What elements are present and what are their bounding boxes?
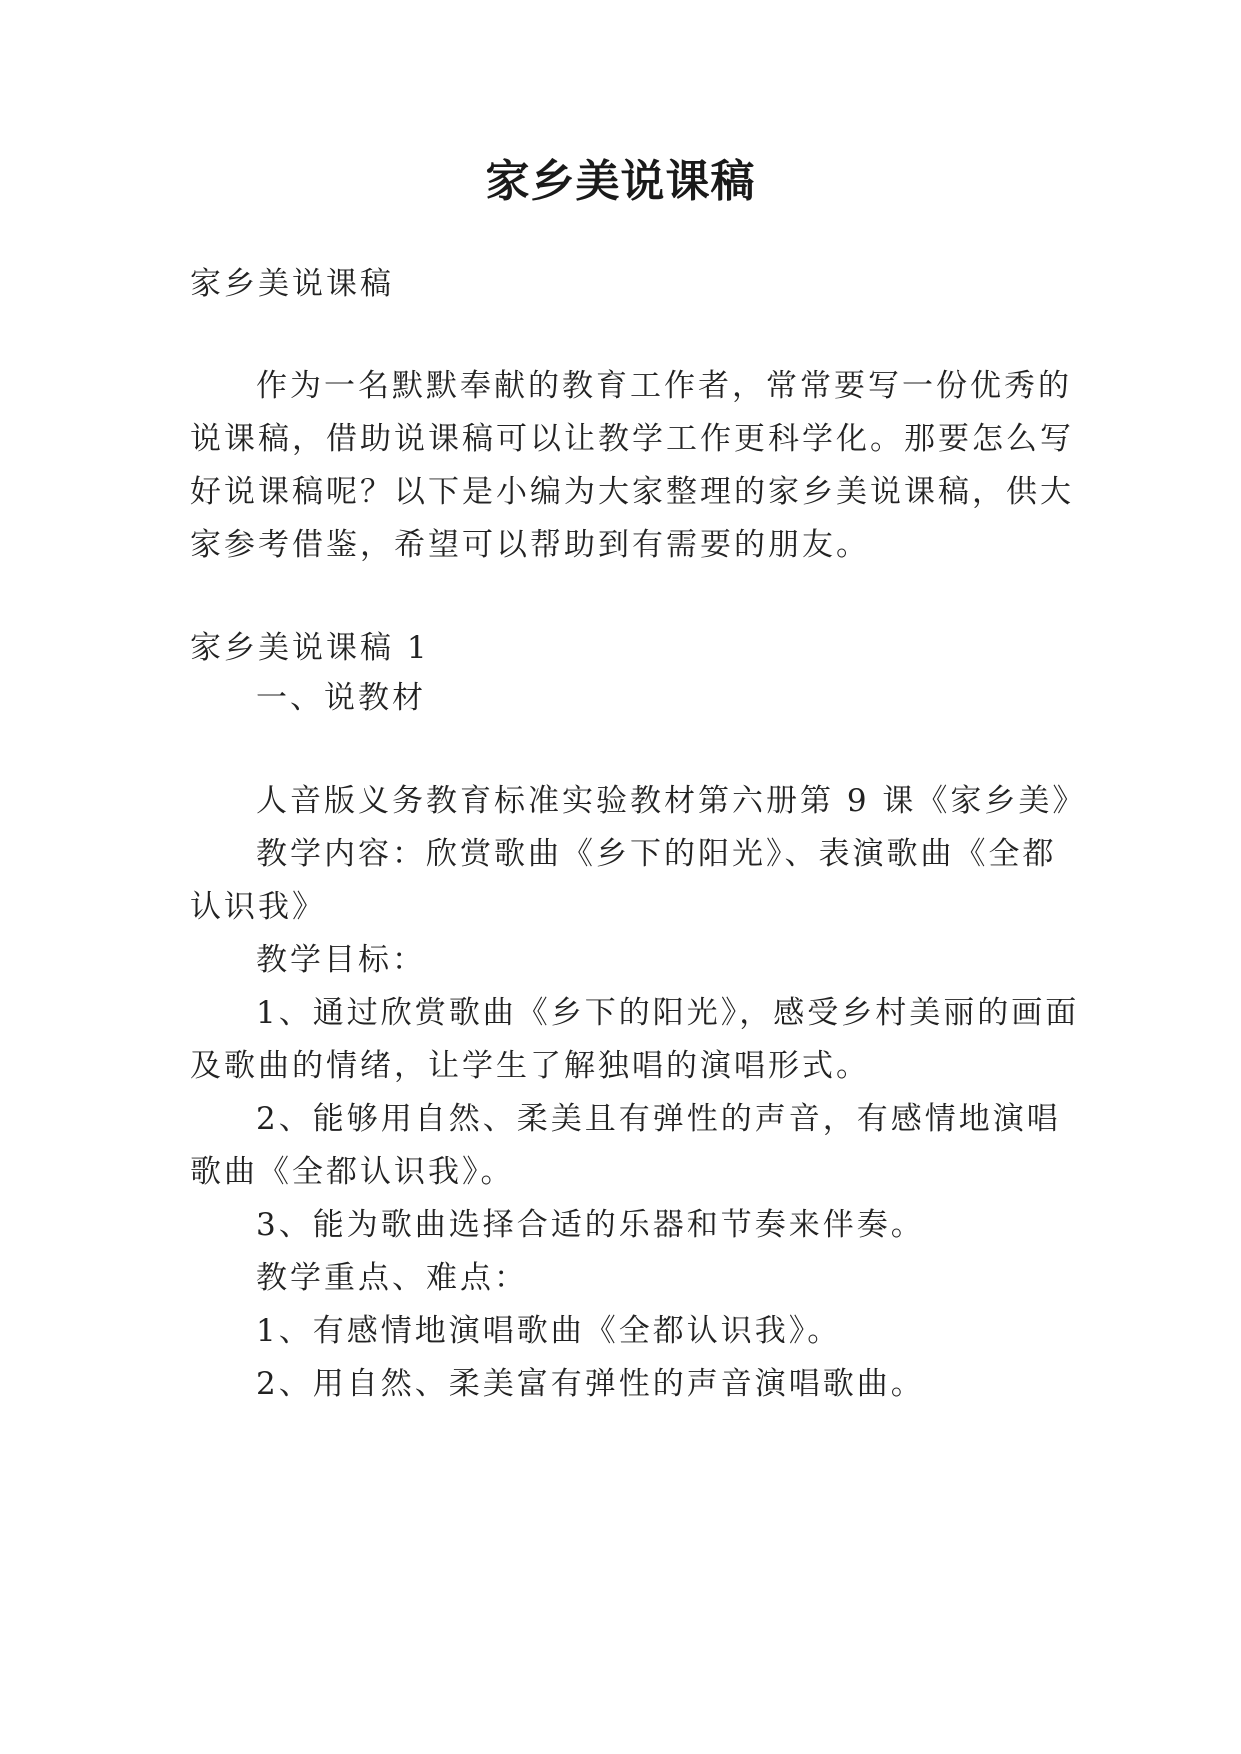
body-line: 3、能为歌曲选择合适的乐器和节奏来伴奏。: [256, 1207, 925, 1243]
body-line: 1、有感情地演唱歌曲《全都认识我》。: [256, 1313, 842, 1349]
body-line: 1、通过欣赏歌曲《乡下的阳光》，感受乡村美丽的画面: [256, 995, 1080, 1031]
body-line: 人音版义务教育标准实验教材第六册第 9 课《家乡美》: [256, 783, 1087, 819]
body-line: 2、用自然、柔美富有弹性的声音演唱歌曲。: [256, 1366, 925, 1402]
body-line: 教学目标：: [256, 942, 426, 978]
section-part-heading: 一、说教材: [256, 680, 426, 716]
intro-line: 家参考借鉴，希望可以帮助到有需要的朋友。: [190, 527, 870, 563]
body-line: 教学内容：欣赏歌曲《乡下的阳光》、表演歌曲《全都: [256, 836, 1057, 872]
body-line: 认识我》: [190, 889, 326, 925]
intro-line: 好说课稿呢？以下是小编为大家整理的家乡美说课稿，供大: [190, 474, 1074, 510]
body-line: 歌曲《全都认识我》。: [190, 1154, 515, 1190]
body-line: 教学重点、难点：: [256, 1260, 528, 1296]
intro-line: 作为一名默默奉献的教育工作者，常常要写一份优秀的: [256, 368, 1072, 404]
intro-line: 说课稿，借助说课稿可以让教学工作更科学化。那要怎么写: [190, 421, 1074, 457]
subtitle: 家乡美说课稿: [190, 266, 394, 302]
page-title: 家乡美说课稿: [485, 156, 756, 207]
body-line: 及歌曲的情绪，让学生了解独唱的演唱形式。: [190, 1048, 870, 1084]
body-line: 2、能够用自然、柔美且有弹性的声音，有感情地演唱: [256, 1101, 1061, 1137]
section-heading: 家乡美说课稿 1: [190, 630, 430, 666]
